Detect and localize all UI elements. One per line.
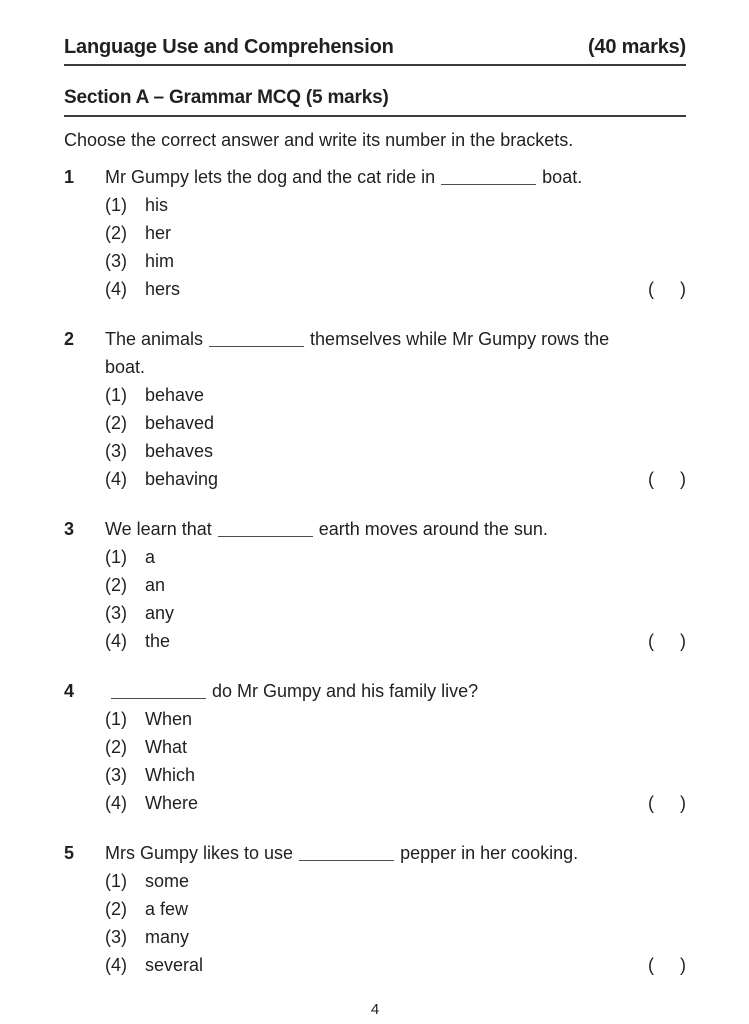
option-text: some — [145, 871, 190, 891]
option-row — [105, 627, 686, 655]
option-row — [105, 543, 686, 571]
option-number: (4) — [105, 469, 127, 489]
option-number: (1) — [105, 547, 127, 567]
question-3 — [64, 515, 686, 655]
question-text — [105, 839, 686, 867]
option-row — [105, 923, 686, 951]
option-number: (4) — [105, 631, 127, 651]
bracket-open: ( — [648, 279, 654, 299]
answer-bracket — [648, 951, 686, 979]
answer-bracket — [648, 275, 686, 303]
option-number: (4) — [105, 793, 127, 813]
instruction-text: Choose the correct answer and write its number in the brackets. — [64, 130, 574, 150]
question-number: 3 — [64, 519, 75, 539]
question-number: 5 — [64, 843, 75, 863]
option-text: behaves — [145, 441, 214, 461]
question-text — [105, 515, 686, 543]
option-row — [105, 895, 686, 923]
option-number: (2) — [105, 413, 127, 433]
option-number: (4) — [105, 279, 127, 299]
option-row — [105, 761, 686, 789]
question-text — [105, 325, 686, 353]
question-suffix: earth moves around the sun. — [318, 519, 548, 539]
option-text: behaved — [145, 413, 215, 433]
header-title: Language Use and Comprehension — [64, 36, 394, 58]
bracket-open: ( — [648, 469, 654, 489]
answer-bracket — [648, 789, 686, 817]
option-row — [105, 705, 686, 733]
option-text: When — [145, 709, 193, 729]
option-text: behaving — [145, 469, 219, 489]
bracket-open: ( — [648, 793, 654, 813]
option-text: his — [145, 195, 169, 215]
option-row — [105, 275, 686, 303]
answer-blank — [111, 684, 206, 699]
page-number: 4 — [370, 1001, 380, 1018]
question-suffix: do Mr Gumpy and his family live? — [212, 681, 479, 701]
option-text: an — [145, 575, 166, 595]
option-number: (3) — [105, 765, 127, 785]
question-prefix: Mrs Gumpy likes to use — [105, 843, 294, 863]
option-text: hers — [145, 279, 181, 299]
option-text: several — [145, 955, 204, 975]
question-number: 1 — [64, 167, 75, 187]
section-heading: Section A – Grammar MCQ (5 marks) — [64, 87, 686, 117]
option-number: (3) — [105, 927, 127, 947]
question-body — [105, 515, 686, 655]
option-row — [105, 951, 686, 979]
option-number: (3) — [105, 603, 127, 623]
bracket-close: ) — [680, 469, 686, 489]
bracket-close: ) — [680, 631, 686, 651]
option-number: (1) — [105, 385, 127, 405]
question-text — [105, 677, 686, 705]
question-prefix: The animals — [105, 329, 204, 349]
question-number: 4 — [64, 681, 75, 701]
question-prefix: Mr Gumpy lets the dog and the cat ride in — [105, 167, 436, 187]
option-row — [105, 733, 686, 761]
option-text: her — [145, 223, 172, 243]
answer-blank — [218, 522, 313, 537]
option-row — [105, 867, 686, 895]
question-2 — [64, 325, 686, 493]
option-number: (2) — [105, 899, 127, 919]
option-number: (1) — [105, 709, 127, 729]
option-number: (4) — [105, 955, 127, 975]
question-body — [105, 325, 686, 493]
option-row — [105, 191, 686, 219]
option-text: Which — [145, 765, 196, 785]
option-row — [105, 409, 686, 437]
question-5 — [64, 839, 686, 979]
bracket-open: ( — [648, 955, 654, 975]
option-row — [105, 381, 686, 409]
answer-blank — [299, 846, 394, 861]
option-row — [105, 247, 686, 275]
bracket-close: ) — [680, 955, 686, 975]
question-list — [64, 163, 686, 979]
question-body — [105, 163, 686, 303]
question-text — [105, 163, 686, 191]
option-row — [105, 599, 686, 627]
option-text: many — [145, 927, 190, 947]
bracket-open: ( — [648, 631, 654, 651]
answer-blank — [209, 332, 304, 347]
option-row — [105, 571, 686, 599]
option-text: a few — [145, 899, 189, 919]
option-text: What — [145, 737, 188, 757]
option-row — [105, 465, 686, 493]
question-1 — [64, 163, 686, 303]
option-text: any — [145, 603, 175, 623]
answer-bracket — [648, 627, 686, 655]
option-number: (2) — [105, 575, 127, 595]
bracket-close: ) — [680, 279, 686, 299]
option-number: (1) — [105, 871, 127, 891]
question-prefix: We learn that — [105, 519, 212, 539]
option-text: a — [145, 547, 156, 567]
option-row — [105, 789, 686, 817]
question-suffix: pepper in her cooking. — [400, 843, 579, 863]
answer-blank — [441, 170, 536, 185]
option-number: (3) — [105, 251, 127, 271]
question-suffix: themselves while Mr Gumpy rows the — [310, 329, 610, 349]
answer-bracket — [648, 465, 686, 493]
option-text: the — [145, 631, 171, 651]
bracket-close: ) — [680, 793, 686, 813]
header-marks: (40 marks) — [587, 36, 686, 58]
question-body — [105, 677, 686, 817]
question-body — [105, 839, 686, 979]
question-4 — [64, 677, 686, 817]
question-suffix: boat. — [542, 167, 583, 187]
option-number: (2) — [105, 223, 127, 243]
page-header — [64, 36, 686, 66]
option-text: Where — [145, 793, 199, 813]
question-text-line2: boat. — [105, 357, 146, 377]
option-number: (2) — [105, 737, 127, 757]
option-row — [105, 219, 686, 247]
option-row — [105, 437, 686, 465]
option-number: (3) — [105, 441, 127, 461]
option-number: (1) — [105, 195, 127, 215]
option-text: him — [145, 251, 175, 271]
question-number: 2 — [64, 329, 75, 349]
option-text: behave — [145, 385, 205, 405]
